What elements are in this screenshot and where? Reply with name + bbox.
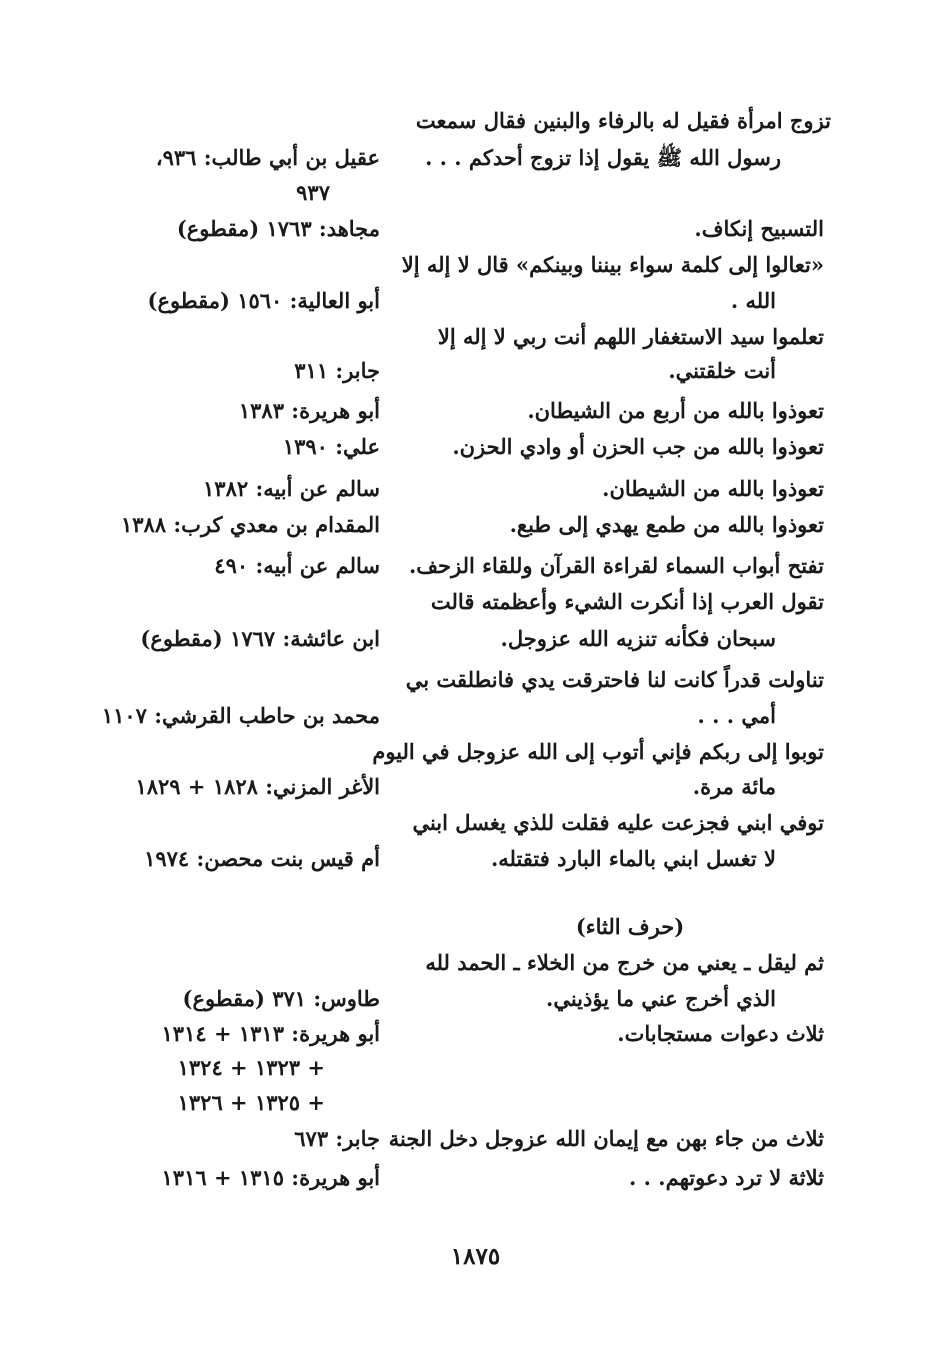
entry-source-line: طاوس: ٣٧١ (مقطوع) xyxy=(182,986,380,1011)
entry-text-line: تناولت قدراً كانت لنا فاحترقت يدي فانطلقت بي xyxy=(405,667,824,692)
entry-text-line: ثلاث دعوات مستجابات. xyxy=(617,1021,824,1046)
entry-text-line: تعوذوا بالله من جب الحزن أو وادي الحزن. xyxy=(452,434,824,459)
section-heading: (حرف الثاء) xyxy=(575,914,685,939)
entry-source-line: + ١٣٢٥ + ١٣٢٦ xyxy=(177,1090,325,1115)
entry-text-line: الله . xyxy=(730,288,776,313)
entry-source-line: أم قيس بنت محصن: ١٩٧٤ xyxy=(144,846,380,871)
entry-text-line: تزوج امرأة فقيل له بالرفاء والبنين فقال سمعت xyxy=(415,108,831,133)
entry-source-line: ٩٣٧ xyxy=(296,180,330,205)
entry-source-line: أبو هريرة: ١٣٨٣ xyxy=(238,398,380,423)
entry-source-line: أبو العالية: ١٥٦٠ (مقطوع) xyxy=(147,288,380,313)
entry-text-line: توفي ابني فجزعت عليه فقلت للذي يغسل ابني xyxy=(412,810,824,835)
entry-text-line: «تعالوا إلى كلمة سواء بيننا وبينكم» قال لا إله إلا xyxy=(401,252,824,277)
entry-source-line: ابن عائشة: ١٧٦٧ (مقطوع) xyxy=(140,626,380,651)
entry-text-line: الذي أخرج عني ما يؤذيني. xyxy=(546,986,776,1011)
entry-text-line: تعوذوا بالله من أربع من الشيطان. xyxy=(527,398,824,423)
entry-source-line: مجاهد: ١٧٦٣ (مقطوع) xyxy=(176,216,380,241)
entry-text-line: مائة مرة. xyxy=(692,774,776,799)
entry-source-line: جابر: ٣١١ xyxy=(294,358,380,383)
entry-text-line: التسبيح إنكاف. xyxy=(694,216,824,241)
entry-source-line: سالم عن أبيه: ١٣٨٢ xyxy=(203,476,380,501)
entry-source-line: أبو هريرة: ١٣١٥ + ١٣١٦ xyxy=(161,1165,380,1190)
entry-source-line: سالم عن أبيه: ٤٩٠ xyxy=(214,553,380,578)
entry-source-line: الأغر المزني: ١٨٢٨ + ١٨٢٩ xyxy=(135,774,380,799)
entry-text-line: ثم ليقل ـ يعني من خرج من الخلاء ـ الحمد لله xyxy=(425,950,824,975)
entry-text-line: تعلموا سيد الاستغفار اللهم أنت ربي لا إله إلا xyxy=(437,324,824,349)
entry-source-line: أبو هريرة: ١٣١٣ + ١٣١٤ xyxy=(161,1021,380,1046)
entry-text-line: تعوذوا بالله من الشيطان. xyxy=(602,476,824,501)
entry-source-line: + ١٣٢٣ + ١٣٢٤ xyxy=(177,1055,325,1080)
entry-text-line: تقول العرب إذا أنكرت الشيء وأعظمته قالت xyxy=(430,589,824,614)
entry-source-line: جابر: ٦٧٣ xyxy=(294,1126,380,1151)
entry-source-line: محمد بن حاطب القرشي: ١١٠٧ xyxy=(101,703,380,728)
entry-source-line: عقيل بن أبي طالب: ٩٣٦، xyxy=(155,145,380,170)
entry-source-line: المقدام بن معدي كرب: ١٣٨٨ xyxy=(120,512,380,537)
entry-text-line: لا تغسل ابني بالماء البارد فتقتله. xyxy=(490,846,776,871)
entry-text-line: توبوا إلى ربكم فإني أتوب إلى الله عزوجل في اليوم xyxy=(372,739,824,764)
entry-text-line: تفتح أبواب السماء لقراءة القرآن وللقاء الزحف. xyxy=(409,553,824,578)
entry-source-line: علي: ١٣٩٠ xyxy=(282,434,380,459)
entry-text-line: رسول الله ﷺ يقول إذا تزوج أحدكم . . . xyxy=(425,145,781,170)
entry-text-line: أمي . . . xyxy=(697,703,776,728)
entry-text-line: تعوذوا بالله من طمع يهدي إلى طبع. xyxy=(509,512,824,537)
entry-text-line: أنت خلقتني. xyxy=(668,358,776,383)
entry-text-line: ثلاثة لا ترد دعوتهم. . . xyxy=(629,1165,824,1190)
entry-text-line: سبحان فكأنه تنزيه الله عزوجل. xyxy=(500,626,776,651)
entry-text-line: ثلاث من جاء بهن مع إيمان الله عزوجل دخل الجنة xyxy=(388,1126,824,1151)
page-number: ١٨٧٥ xyxy=(450,1243,501,1270)
